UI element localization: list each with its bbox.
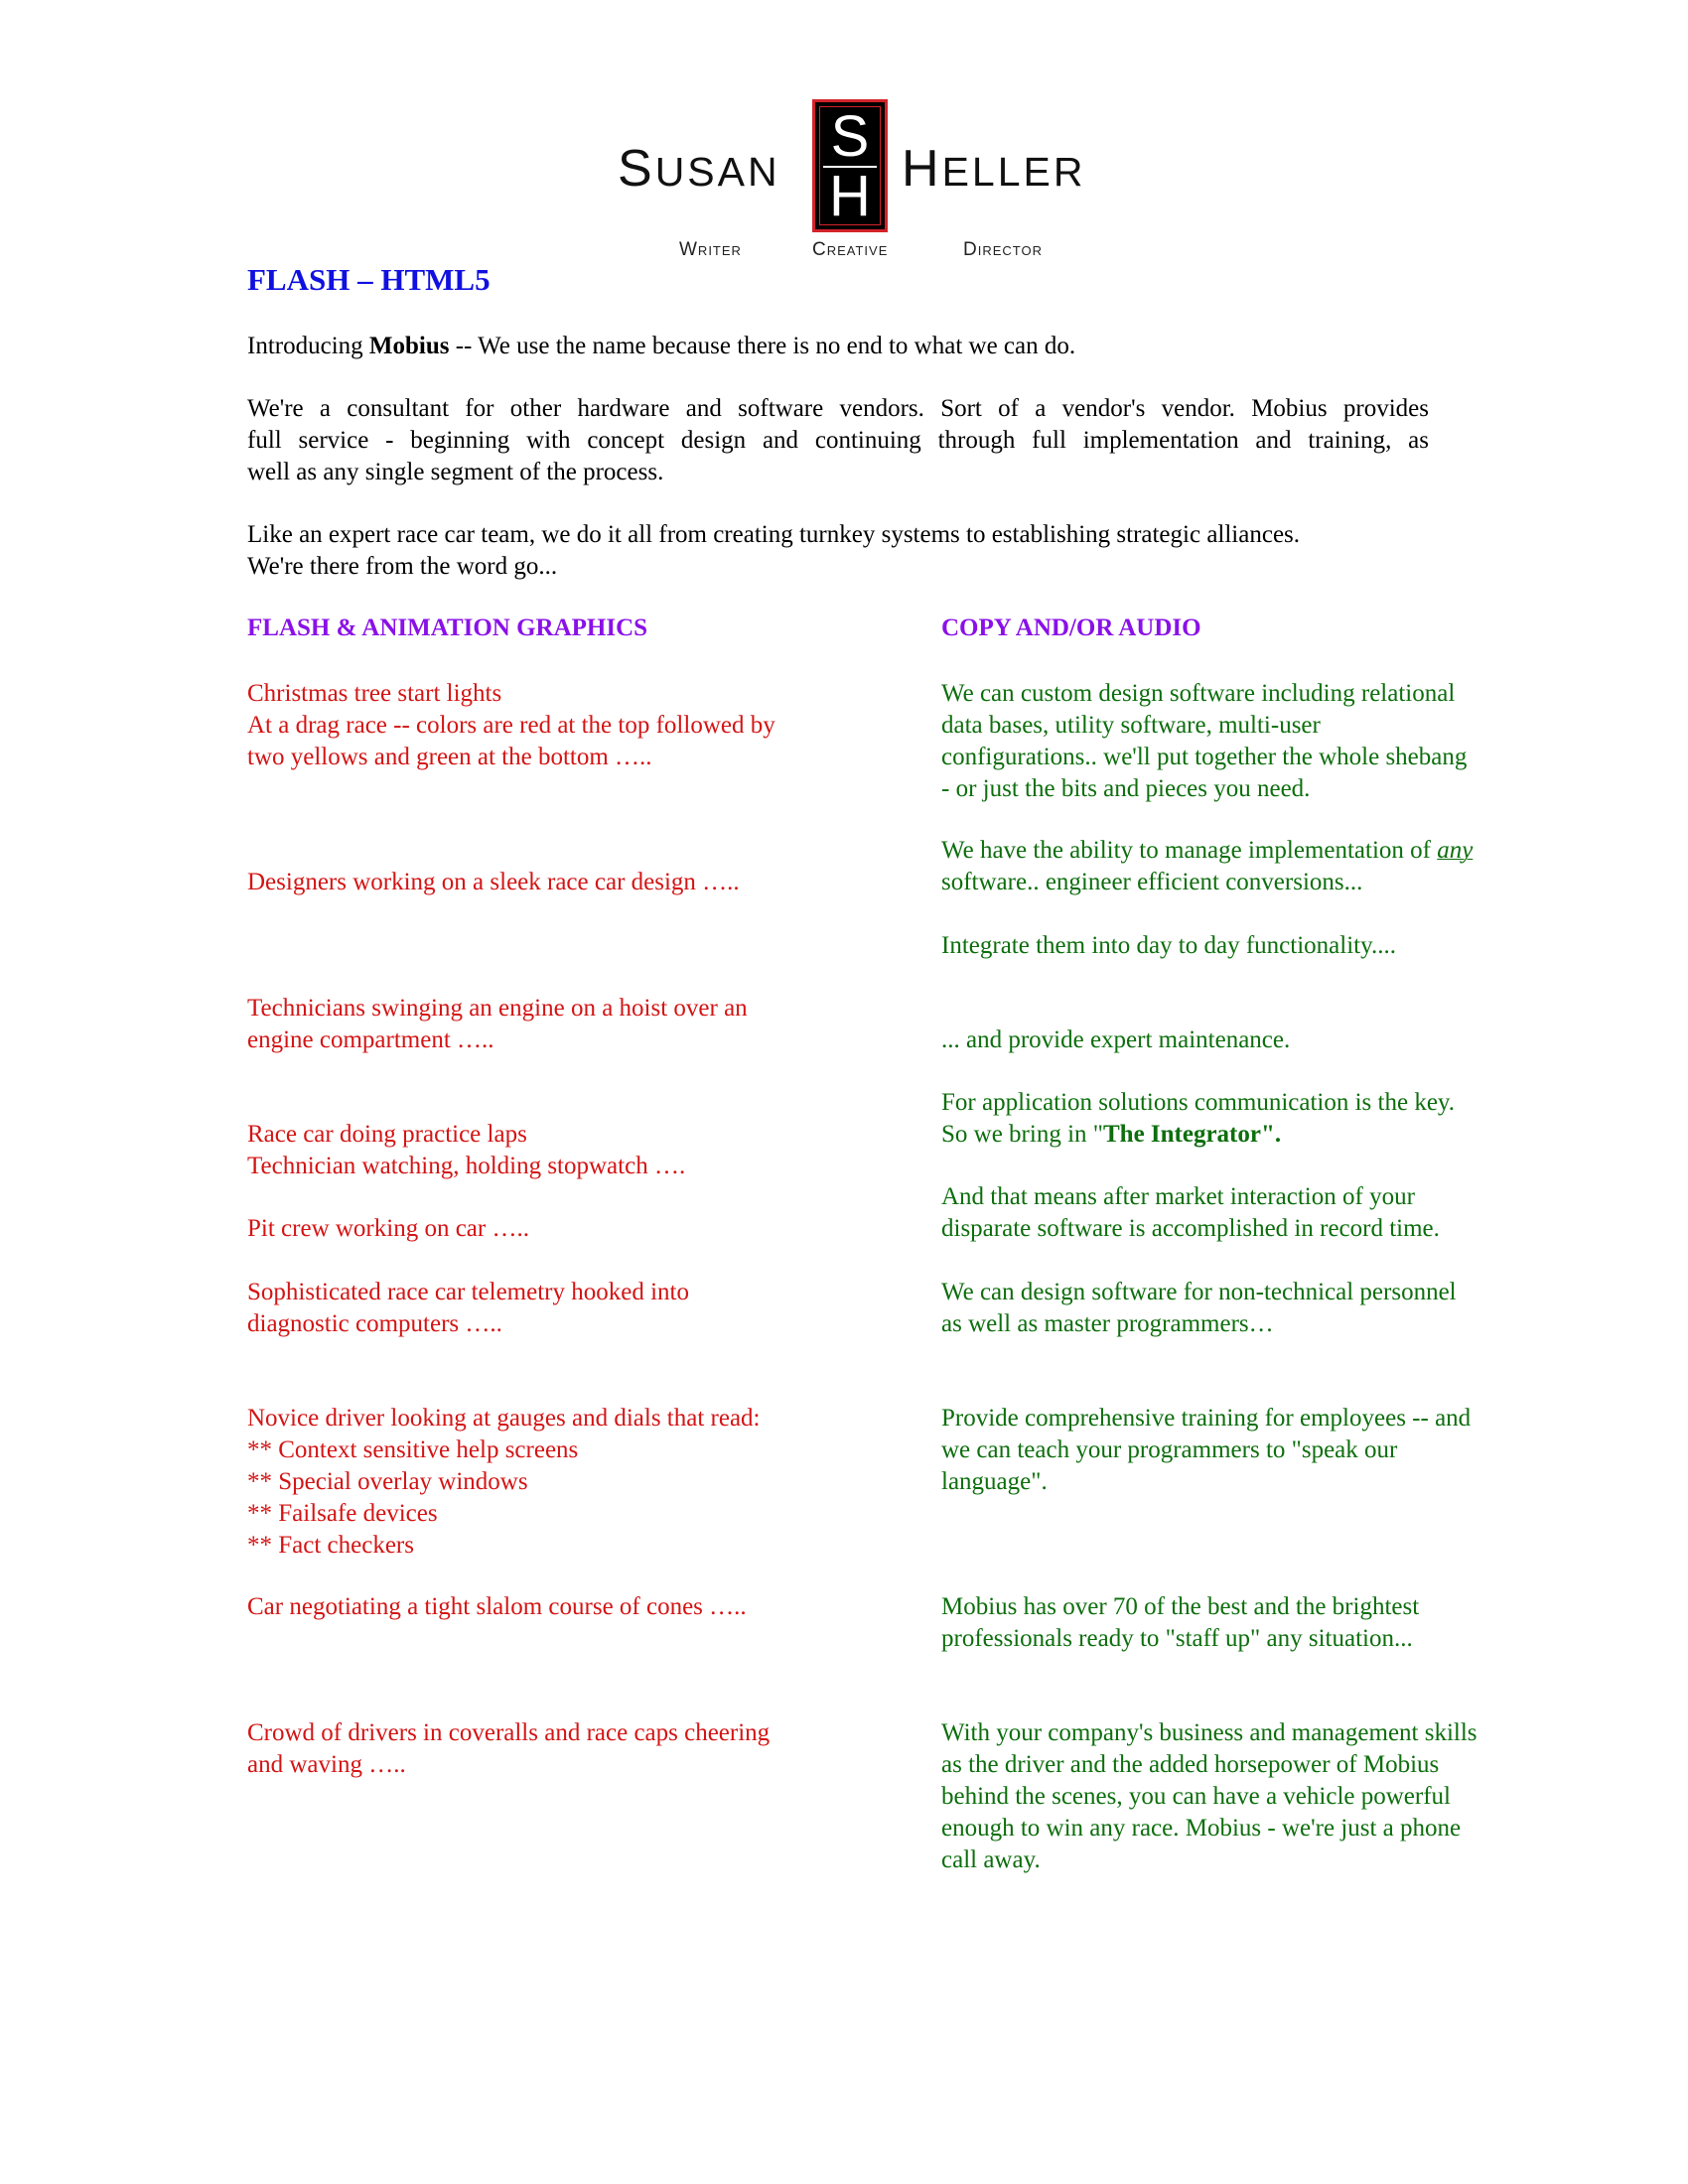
- right-item-custom-design: We can custom design software including relational data bases, utility software, multi-user configurations.. we'll put together the whole shebang - or just the bits and pieces you need.: [941, 680, 1468, 802]
- left-item-pit-crew: Pit crew working on car …..: [247, 1215, 529, 1242]
- left-item-practice-laps: Race car doing practice laps Technician watching, holding stopwatch ….: [247, 1121, 686, 1179]
- monogram-divider: [823, 166, 877, 168]
- intro-paragraph: Introducing Mobius -- We use the name because there is no end to what we can do.: [247, 333, 1076, 359]
- left-item-crowd: Crowd of drivers in coveralls and race caps cheering and waving …..: [247, 1719, 771, 1778]
- right-item-staff: Mobius has over 70 of the best and the brightest professionals ready to "staff up" any situation...: [941, 1593, 1420, 1652]
- left-item-technicians: Technicians swinging an engine on a hoist over an engine compartment …..: [247, 995, 748, 1053]
- right-item-closing: With your company's business and management skills as the driver and the added horsepower of Mobius behind the scenes, you can have a vehicle powerful enough to win any race. Mobius - we're just a phone call away.: [941, 1719, 1477, 1873]
- letterhead-last-name: HELLER: [902, 140, 1086, 198]
- emphasis-any: any: [1437, 837, 1474, 864]
- tagline-creative: Creative: [812, 239, 889, 260]
- integrator-name: The Integrator".: [1102, 1121, 1282, 1148]
- right-column-heading: COPY AND/OR AUDIO: [941, 614, 1201, 641]
- right-item-maintenance: ... and provide expert maintenance.: [941, 1026, 1291, 1053]
- tagline-writer: Writer: [679, 239, 742, 260]
- monogram-logo: [812, 99, 888, 232]
- left-column-heading: FLASH & ANIMATION GRAPHICS: [247, 614, 648, 641]
- right-item-integrator: For application solutions communication is the key. So we bring in "The Integrator".: [941, 1089, 1456, 1148]
- consultant-paragraph: We're a consultant for other hardware and software vendors. Sort of a vendor's vendor. Mobius provides full service - beginning with concept design and continuing through full implementation and training, as well as any single segment of the process.: [247, 395, 1429, 485]
- right-item-non-technical: We can design software for non-technical personnel as well as master programmers…: [941, 1279, 1457, 1337]
- left-item-slalom: Car negotiating a tight slalom course of cones …..: [247, 1593, 747, 1620]
- tagline-director: Director: [963, 239, 1043, 260]
- monogram-letter-bottom: H: [829, 164, 871, 228]
- monogram-letter-top: S: [830, 104, 870, 169]
- left-item-novice-driver: Novice driver looking at gauges and dials that read: ** Context sensitive help screens ** Special overlay windows ** Failsafe devices ** Fact checkers: [247, 1405, 761, 1559]
- right-item-training: Provide comprehensive training for employees -- and we can teach your programmers to "speak our language".: [941, 1405, 1472, 1495]
- right-item-integrate: Integrate them into day to day functionality....: [941, 932, 1396, 959]
- brand-name: Mobius: [368, 333, 450, 359]
- left-item-start-lights: Christmas tree start lights At a drag race -- colors are red at the top followed by two yellows and green at the bottom …..: [247, 680, 775, 770]
- left-item-telemetry: Sophisticated race car telemetry hooked into diagnostic computers …..: [247, 1279, 689, 1337]
- document-title: FLASH – HTML5: [247, 262, 491, 297]
- race-team-paragraph: Like an expert race car team, we do it all from creating turnkey systems to establishing strategic alliances. We're there from the word go...: [247, 521, 1301, 580]
- right-item-after-market: And that means after market interaction of your disparate software is accomplished in record time.: [941, 1183, 1440, 1242]
- letterhead-first-name: SUSAN: [618, 140, 780, 198]
- right-item-implementation: We have the ability to manage implementation of any software.. engineer efficient conversions...: [941, 837, 1474, 895]
- left-item-designers: Designers working on a sleek race car design …..: [247, 869, 740, 895]
